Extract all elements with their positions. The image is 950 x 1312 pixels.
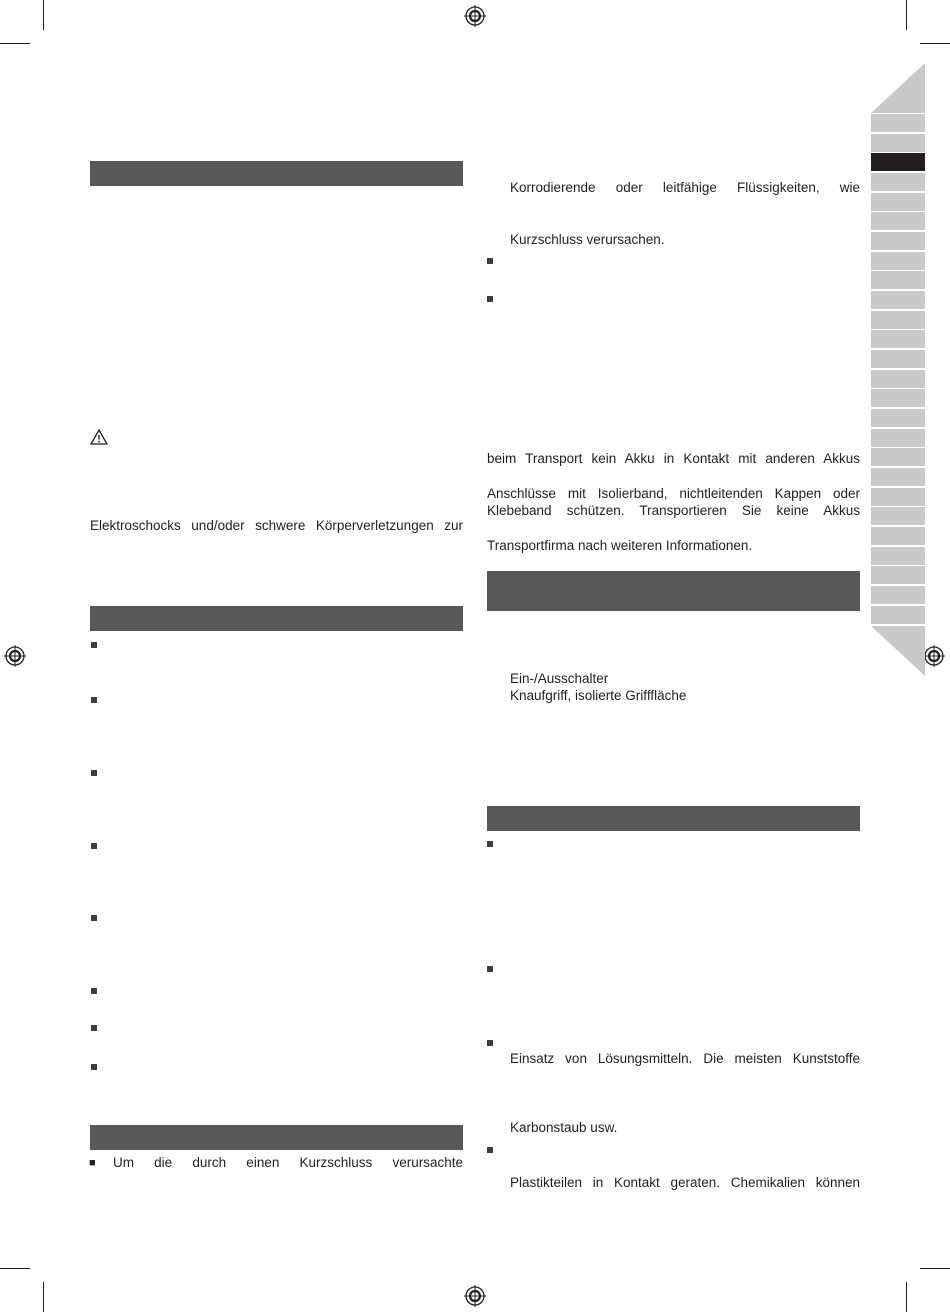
- language-tab: [871, 586, 925, 604]
- language-tab: [871, 173, 925, 191]
- language-tab: [871, 547, 925, 565]
- body-text-line: Karbonstaub usw.: [510, 1120, 618, 1135]
- bullet-square-icon: [487, 1147, 493, 1153]
- body-text-line: beim Transport kein Akku in Kontakt mit anderen Akkus: [487, 451, 860, 466]
- body-text-line: Klebeband schützen. Transportieren Sie keine Akkus: [487, 503, 860, 518]
- part-list-item: Knaufgriff, isolierte Grifffläche: [510, 688, 687, 703]
- section-header-bar: [90, 1125, 463, 1150]
- bullet-square-icon: [487, 966, 493, 972]
- body-text-line: Korrodierende oder leitfähige Flüssigkeiten, wie: [510, 180, 860, 195]
- crop-mark: [906, 0, 907, 30]
- body-text-line: Anschlüsse mit Isolierband, nichtleitenden Kappen oder: [487, 486, 860, 501]
- registration-mark-icon: [923, 645, 945, 667]
- body-text-line: Um die durch einen Kurzschluss verursachte: [113, 1155, 463, 1170]
- language-tab: [871, 566, 925, 584]
- bullet-square-icon: [91, 1064, 97, 1070]
- bullet-square-icon: [91, 697, 97, 703]
- tab-strip-top-triangle: [871, 63, 925, 113]
- language-tab: [871, 468, 925, 486]
- bullet-square-icon: [487, 296, 493, 302]
- section-header-bar: [90, 161, 463, 186]
- registration-mark-icon: [464, 5, 486, 27]
- bullet-square-icon: [91, 770, 97, 776]
- language-tab: [871, 330, 925, 348]
- language-tab: [871, 193, 925, 211]
- body-text-line: Elektroschocks und/oder schwere Körperverletzungen zur: [90, 518, 463, 533]
- section-header-bar: [487, 806, 860, 831]
- language-tab: [871, 212, 925, 230]
- language-tab: [871, 114, 925, 132]
- crop-mark: [43, 1282, 44, 1312]
- language-tab: [871, 311, 925, 329]
- section-header-bar: [487, 571, 860, 611]
- language-tab: [871, 429, 925, 447]
- bullet-square-icon: [91, 642, 97, 648]
- crop-mark: [906, 1282, 907, 1312]
- body-text-line: Kurzschluss verursachen.: [510, 232, 665, 247]
- crop-mark: [0, 1268, 30, 1269]
- language-tab: [871, 232, 925, 250]
- registration-mark-icon: [4, 645, 26, 667]
- language-tab: [871, 409, 925, 427]
- language-tab: [871, 488, 925, 506]
- section-header-bar: [90, 606, 463, 631]
- bullet-square-icon: [91, 915, 97, 921]
- language-tab: [871, 527, 925, 545]
- crop-mark: [0, 43, 30, 44]
- warning-triangle-icon: [90, 429, 108, 445]
- language-tab: [871, 448, 925, 466]
- language-tab: [871, 389, 925, 407]
- bullet-marker: ■: [89, 1157, 96, 1169]
- body-text-line: Einsatz von Lösungsmitteln. Die meisten Kunststoffe: [510, 1051, 860, 1066]
- language-tab: [871, 370, 925, 388]
- crop-mark: [920, 1268, 950, 1269]
- crop-mark: [43, 0, 44, 30]
- language-tab: [871, 252, 925, 270]
- tab-strip-bottom-triangle: [871, 626, 925, 676]
- language-tab-active: [871, 153, 925, 171]
- language-tab: [871, 507, 925, 525]
- part-list-item: Ein-/Ausschalter: [510, 671, 609, 686]
- registration-mark-icon: [464, 1285, 486, 1307]
- bullet-square-icon: [487, 841, 493, 847]
- language-tab: [871, 291, 925, 309]
- bullet-square-icon: [487, 1040, 493, 1046]
- crop-mark: [920, 43, 950, 44]
- body-text-line: Plastikteilen in Kontakt geraten. Chemikalien können: [510, 1175, 860, 1190]
- language-tab: [871, 350, 925, 368]
- bullet-square-icon: [91, 1025, 97, 1031]
- language-tab: [871, 606, 925, 624]
- bullet-square-icon: [91, 843, 97, 849]
- body-text-line: Transportfirma nach weiteren Informationen.: [487, 538, 753, 553]
- language-tab: [871, 271, 925, 289]
- language-tab: [871, 134, 925, 152]
- bullet-square-icon: [487, 258, 493, 264]
- bullet-square-icon: [91, 988, 97, 994]
